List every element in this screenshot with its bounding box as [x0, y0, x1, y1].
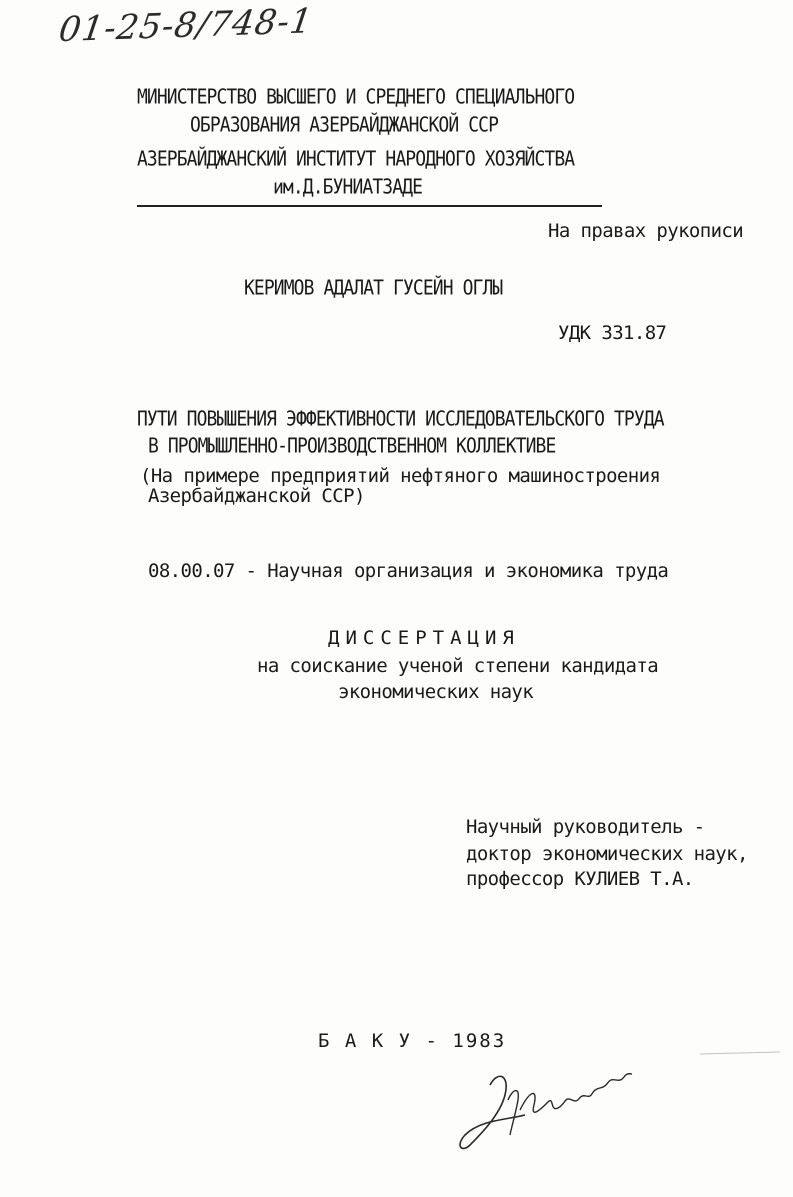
- title-line-1: ПУТИ ПОВЫШЕНИЯ ЭФФЕКТИВНОСТИ ИССЛЕДОВАТЕЛЬСКОГО ТРУДА: [137, 407, 664, 432]
- archive-code-handwritten: 01-25-8/748-1: [56, 1, 316, 51]
- place-year: Б А К У - 1983: [318, 1030, 507, 1052]
- udc-code: УДК 331.87: [558, 322, 667, 344]
- author-signature: [450, 1050, 790, 1160]
- institute-line-2: им.Д.БУНИАТЗАДЕ: [273, 175, 423, 200]
- supervisor-line-3: профессор КУЛИЕВ Т.А.: [466, 868, 694, 890]
- manuscript-note: На правах рукописи: [548, 220, 744, 242]
- institute-line-1: АЗЕРБАЙДЖАНСКИЙ ИНСТИТУТ НАРОДНОГО ХОЗЯЙСТВА: [137, 147, 575, 172]
- author-name: КЕРИМОВ АДАЛАТ ГУСЕЙН ОГЛЫ: [244, 276, 503, 301]
- dissertation-heading: ДИССЕРТАЦИЯ: [328, 627, 520, 649]
- dissertation-line-1: на соискание ученой степени кандидата: [257, 655, 659, 677]
- ministry-line-1: МИНИСТЕРСТВО ВЫСШЕГО И СРЕДНЕГО СПЕЦИАЛЬНОГО: [137, 85, 575, 110]
- specialty-code: 08.00.07 - Научная организация и экономика труда: [148, 560, 669, 582]
- dissertation-line-2: экономических наук: [338, 681, 534, 703]
- supervisor-line-1: Научный руководитель -: [466, 816, 705, 838]
- subtitle-line-2: Азербайджанской ССР): [148, 485, 365, 507]
- header-divider: [137, 205, 602, 207]
- subtitle-line-1: (На примере предприятий нефтяного машиностроения: [140, 465, 661, 487]
- title-line-2: В ПРОМЫШЛЕННО-ПРОИЗВОДСТВЕННОМ КОЛЛЕКТИВЕ: [148, 434, 556, 459]
- ministry-line-2: ОБРАЗОВАНИЯ АЗЕРБАЙДЖАНСКОЙ ССР: [190, 113, 499, 138]
- supervisor-line-2: доктор экономических наук,: [466, 843, 748, 865]
